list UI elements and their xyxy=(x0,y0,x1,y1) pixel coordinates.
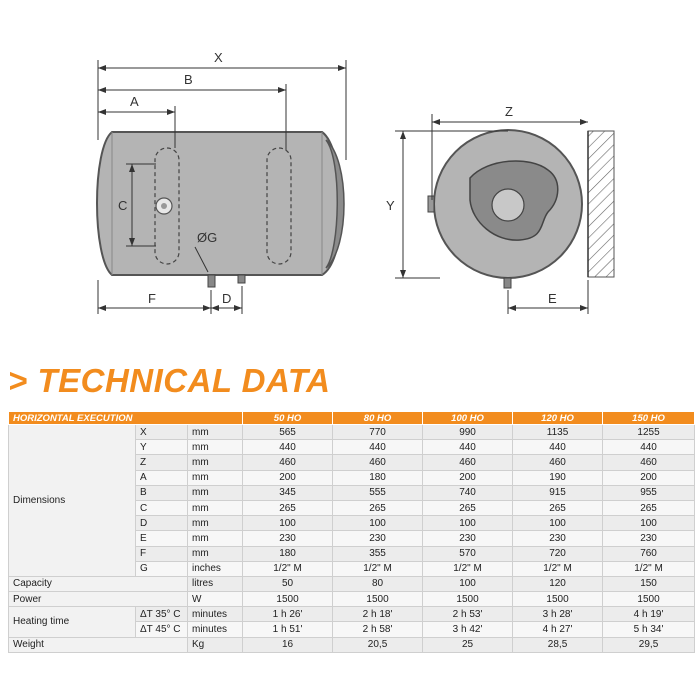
unit-cell: minutes xyxy=(188,622,243,637)
value-cell: 265 xyxy=(423,500,513,515)
value-cell: 460 xyxy=(603,455,695,470)
dim-label-b: B xyxy=(184,72,193,87)
table-row xyxy=(9,576,695,591)
value-cell: 29,5 xyxy=(603,637,695,652)
value-cell: 200 xyxy=(603,470,695,485)
table-header-row xyxy=(9,412,695,425)
unit-cell: mm xyxy=(188,485,243,500)
value-cell: 955 xyxy=(603,485,695,500)
dim-label-a: A xyxy=(130,94,139,109)
value-cell: 1/2" M xyxy=(333,561,423,576)
dim-label-g: ØG xyxy=(197,230,218,245)
value-cell: 230 xyxy=(513,531,603,546)
header-model: 80 HO xyxy=(333,412,423,425)
value-cell: 3 h 42' xyxy=(423,622,513,637)
header-model: 150 HO xyxy=(603,412,695,425)
value-cell: 100 xyxy=(513,516,603,531)
value-cell: 50 xyxy=(243,576,333,591)
value-cell: 1/2" M xyxy=(423,561,513,576)
value-cell: 265 xyxy=(513,500,603,515)
value-cell: 1/2" M xyxy=(513,561,603,576)
value-cell: 3 h 28' xyxy=(513,607,603,622)
value-cell: 1255 xyxy=(603,425,695,440)
param-cell: F xyxy=(136,546,188,561)
group-label-capacity: Capacity xyxy=(9,576,188,591)
table-row xyxy=(9,607,695,622)
value-cell: 4 h 19' xyxy=(603,607,695,622)
value-cell: 230 xyxy=(603,531,695,546)
value-cell: 1135 xyxy=(513,425,603,440)
unit-cell: litres xyxy=(188,576,243,591)
value-cell: 100 xyxy=(423,516,513,531)
param-cell: D xyxy=(136,516,188,531)
value-cell: 2 h 18' xyxy=(333,607,423,622)
param-cell: G xyxy=(136,561,188,576)
value-cell: 915 xyxy=(513,485,603,500)
value-cell: 1 h 26' xyxy=(243,607,333,622)
header-execution: HORIZONTAL EXECUTION xyxy=(9,412,243,425)
value-cell: 770 xyxy=(333,425,423,440)
tank-side-view xyxy=(97,132,344,287)
wall-hatching xyxy=(588,131,614,277)
param-cell: Z xyxy=(136,455,188,470)
unit-cell: mm xyxy=(188,500,243,515)
tank-front-view xyxy=(428,130,614,288)
value-cell: 265 xyxy=(333,500,423,515)
value-cell: 460 xyxy=(423,455,513,470)
value-cell: 20,5 xyxy=(333,637,423,652)
group-label-heating-time: Heating time xyxy=(9,607,136,637)
value-cell: 1500 xyxy=(243,592,333,607)
value-cell: 1500 xyxy=(513,592,603,607)
value-cell: 100 xyxy=(243,516,333,531)
dim-label-e: E xyxy=(548,291,557,306)
unit-cell: mm xyxy=(188,440,243,455)
value-cell: 1/2" M xyxy=(243,561,333,576)
param-cell: A xyxy=(136,470,188,485)
value-cell: 2 h 58' xyxy=(333,622,423,637)
value-cell: 180 xyxy=(243,546,333,561)
value-cell: 555 xyxy=(333,485,423,500)
technical-data-table xyxy=(8,411,695,653)
value-cell: 4 h 27' xyxy=(513,622,603,637)
value-cell: 570 xyxy=(423,546,513,561)
value-cell: 1500 xyxy=(423,592,513,607)
value-cell: 740 xyxy=(423,485,513,500)
value-cell: 80 xyxy=(333,576,423,591)
param-cell: E xyxy=(136,531,188,546)
unit-cell: W xyxy=(188,592,243,607)
value-cell: 1500 xyxy=(333,592,423,607)
unit-cell: mm xyxy=(188,546,243,561)
value-cell: 190 xyxy=(513,470,603,485)
value-cell: 265 xyxy=(243,500,333,515)
value-cell: 1/2" M xyxy=(603,561,695,576)
value-cell: 25 xyxy=(423,637,513,652)
value-cell: 1500 xyxy=(603,592,695,607)
value-cell: 460 xyxy=(513,455,603,470)
page-title: > TECHNICAL DATA xyxy=(8,362,331,399)
value-cell: 230 xyxy=(243,531,333,546)
value-cell: 460 xyxy=(333,455,423,470)
header-model: 50 HO xyxy=(243,412,333,425)
group-label-power: Power xyxy=(9,592,188,607)
param-cell: ΔT 35° C xyxy=(136,607,188,622)
value-cell: 150 xyxy=(603,576,695,591)
unit-cell: mm xyxy=(188,531,243,546)
dim-label-f: F xyxy=(148,291,156,306)
value-cell: 720 xyxy=(513,546,603,561)
dim-label-c: C xyxy=(118,198,128,213)
value-cell: 2 h 53' xyxy=(423,607,513,622)
unit-cell: mm xyxy=(188,470,243,485)
param-cell: Y xyxy=(136,440,188,455)
param-cell: C xyxy=(136,500,188,515)
value-cell: 28,5 xyxy=(513,637,603,652)
group-label-weight: Weight xyxy=(9,637,188,652)
param-cell: ΔT 45° C xyxy=(136,622,188,637)
value-cell: 440 xyxy=(423,440,513,455)
group-label-dimensions: Dimensions xyxy=(9,425,136,577)
value-cell: 100 xyxy=(603,516,695,531)
water-pipe-outlet xyxy=(238,275,245,283)
unit-cell: Kg xyxy=(188,637,243,652)
unit-cell: minutes xyxy=(188,607,243,622)
unit-cell: mm xyxy=(188,425,243,440)
table-row xyxy=(9,425,695,440)
value-cell: 345 xyxy=(243,485,333,500)
unit-cell: inches xyxy=(188,561,243,576)
value-cell: 760 xyxy=(603,546,695,561)
value-cell: 440 xyxy=(243,440,333,455)
value-cell: 265 xyxy=(603,500,695,515)
value-cell: 230 xyxy=(423,531,513,546)
value-cell: 990 xyxy=(423,425,513,440)
dim-label-y: Y xyxy=(386,198,395,213)
value-cell: 16 xyxy=(243,637,333,652)
value-cell: 355 xyxy=(333,546,423,561)
header-model: 120 HO xyxy=(513,412,603,425)
value-cell: 200 xyxy=(423,470,513,485)
dim-label-z: Z xyxy=(505,104,513,119)
value-cell: 565 xyxy=(243,425,333,440)
value-cell: 440 xyxy=(333,440,423,455)
value-cell: 100 xyxy=(423,576,513,591)
unit-cell: mm xyxy=(188,455,243,470)
value-cell: 180 xyxy=(333,470,423,485)
param-cell: B xyxy=(136,485,188,500)
value-cell: 5 h 34' xyxy=(603,622,695,637)
value-cell: 460 xyxy=(243,455,333,470)
dim-label-d: D xyxy=(222,291,232,306)
value-cell: 200 xyxy=(243,470,333,485)
value-cell: 100 xyxy=(333,516,423,531)
technical-drawing xyxy=(0,0,700,340)
table-row xyxy=(9,592,695,607)
value-cell: 1 h 51' xyxy=(243,622,333,637)
unit-cell: mm xyxy=(188,516,243,531)
value-cell: 120 xyxy=(513,576,603,591)
value-cell: 440 xyxy=(603,440,695,455)
value-cell: 440 xyxy=(513,440,603,455)
water-pipe-inlet xyxy=(208,275,215,287)
dim-label-x: X xyxy=(214,50,223,65)
table-row xyxy=(9,637,695,652)
value-cell: 230 xyxy=(333,531,423,546)
param-cell: X xyxy=(136,425,188,440)
header-model: 100 HO xyxy=(423,412,513,425)
